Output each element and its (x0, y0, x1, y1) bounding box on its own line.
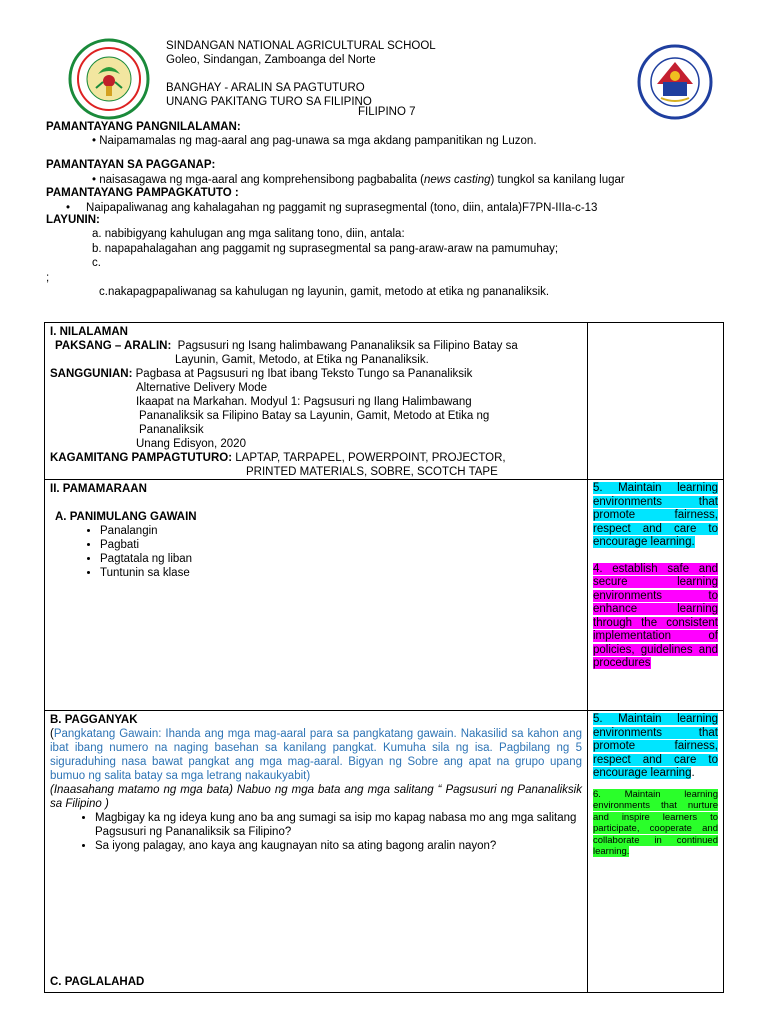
question-list (50, 811, 582, 853)
plan-subtitle: UNANG PAKITANG TURO SA FILIPINO (166, 96, 372, 108)
row-pagganyak (45, 711, 724, 993)
layunin-c2: c.nakapagpapaliwanag sa kahulugan ng layunin, gamit, metodo at etika ng pananaliksik. (99, 286, 550, 298)
standard-5-note: 5. Maintain learning environments that promote fairness, respect and care to encourage learning. (593, 482, 718, 548)
inaasahang-text: (Inaasahang matamo ng mga bata) Nabuo ng mga bata ang mga salitang “ Pagsusuri ng Pananaliksik sa Filipino ) (50, 784, 582, 810)
question-item: • Sa iyong palagay, ano kaya ang kaugnayan nito sa ating bagong aralin nayon? (95, 839, 582, 853)
layunin-b: b. napapahalagahan ang paggamit ng suprasegmental sa pang-araw-araw na pamumuhay; (92, 243, 559, 255)
pagganap-label: PAMANTAYAN SA PAGGANAP: (46, 159, 216, 171)
pagkatuto-label: PAMANTAYANG PAMPAGKATUTO : (46, 187, 239, 199)
pagganyak-side-cell (588, 711, 724, 993)
kagamitan-line: KAGAMITANG PAMPAGTUTURO: LAPTAP, TARPAPEL, POWERPOINT, PROJECTOR, (50, 452, 506, 464)
school-header (166, 39, 566, 109)
school-name: SINDANGAN NATIONAL AGRICULTURAL SCHOOL (166, 40, 436, 52)
panimulang-list (50, 524, 582, 580)
pangkatang-gawain-text: (Pangkatang Gawain: Ihanda ang mga mag-aaral para sa pangkatang gawain. Nakasilid sa kahon ang ibat ibang numero na naging basehan sa kanilang pangkat. Kumuha sila ng isa. Pagbilang ng 5 siguraduhing nasa bawat pangkat ang mga mag-aaral. Bigyan ng Sobre ang apat na grupo upang bumuo ng salita batay sa mga letrang nakaukyabit) (50, 728, 582, 782)
pangnilalaman-text: • Naipamamalas ng mag-aaral ang pag-unawa sa mga akdang pampanitikan ng Luzon. (92, 135, 537, 147)
layunin-label: LAYUNIN: (46, 214, 100, 226)
pamamaraan-heading: II. PAMAMARAAN (50, 483, 147, 495)
list-item: • Pagbati (100, 538, 582, 552)
kagamitan-line2: PRINTED MATERIALS, SOBRE, SCOTCH TAPE (246, 466, 498, 478)
row-pamamaraan (45, 480, 724, 711)
pamamaraan-side-cell (588, 480, 724, 711)
standard-6-note: 6. Maintain learning environments that nurture and inspire learners to participate, cooperate and collaborate in continued learning. (593, 788, 718, 857)
sanggunian-6: Unang Edisyon, 2020 (136, 438, 246, 450)
deped-logo (637, 44, 713, 120)
layunin-a: a. nabibigyang kahulugan ang mga salitang tono, diin, antala: (92, 228, 405, 240)
pagganyak-cell (45, 711, 588, 993)
paglalahad-heading: C. PAGLALAHAD (50, 976, 145, 988)
semicolon: ; (46, 272, 50, 284)
layunin-c: c. (92, 257, 101, 269)
sanggunian-3: Ikaapat na Markahan. Modyul 1: Pagsusuri ng Ilang Halimbawang (136, 396, 472, 408)
list-item: • Tuntunin sa klase (100, 566, 582, 580)
sanggunian-2: Alternative Delivery Mode (136, 382, 268, 394)
row-nilalaman (45, 323, 724, 480)
sanggunian-5: Pananaliksik (139, 424, 204, 436)
list-item: • Pagtatala ng liban (100, 552, 582, 566)
pamamaraan-cell (45, 480, 588, 711)
pangnilalaman-label: PAMANTAYANG PANGNILALAMAN: (46, 121, 241, 133)
lesson-table (44, 322, 724, 993)
question-item: • Magbigay ka ng ideya kung ano ba ang sumagi sa isip mo kapag nabasa mo ang mga salitang Pagsusuri ng Pananaliksik sa Filipino? (95, 811, 582, 839)
nilalaman-heading: I. NILALAMAN (50, 326, 128, 338)
school-logo (68, 38, 150, 120)
paksa-line1: PAKSANG – ARALIN: Pagsusuri ng Isang halimbawang Pananaliksik sa Filipino Batay sa (55, 340, 518, 352)
standard-5-note-2: 5. Maintain learning environments that promote fairness, respect and care to encourage learning. (593, 713, 718, 779)
nilalaman-side-cell (588, 323, 724, 480)
school-address: Goleo, Sindangan, Zamboanga del Norte (166, 54, 376, 66)
pagganap-text: • naisasagawa ng mga-aaral ang komprehensibong pagbabalita (news casting) tungkol sa kanilang lugar (92, 174, 625, 186)
nilalaman-cell (45, 323, 588, 480)
list-item: • Panalangin (100, 524, 582, 538)
plan-title: BANGHAY - ARALIN SA PAGTUTURO (166, 82, 365, 94)
paksa-line2: Layunin, Gamit, Metodo, at Etika ng Pananaliksik. (175, 354, 429, 366)
standard-4-note: 4. establish safe and secure learning environments to enhance learning through the consistent implementation of policies, guidelines and procedures (593, 562, 718, 669)
sanggunian-4: Pananaliksik sa Filipino Batay sa Layunin, Gamit, Metodo at Etika ng (139, 410, 490, 422)
sanggunian-line: SANGGUNIAN: Pagbasa at Pagsusuri ng Ibat ibang Teksto Tungo sa Pananaliksik (50, 368, 473, 380)
pagkatuto-text: • Naipapaliwanag ang kahalagahan ng paggamit ng suprasegmental (tono, diin, antala)F7PN-IIIa-c-13 (66, 202, 598, 214)
subject-label: FILIPINO 7 (358, 106, 416, 118)
panimulang-heading: A. PANIMULANG GAWAIN (55, 511, 197, 523)
pagganyak-heading: B. PAGGANYAK (50, 714, 138, 726)
